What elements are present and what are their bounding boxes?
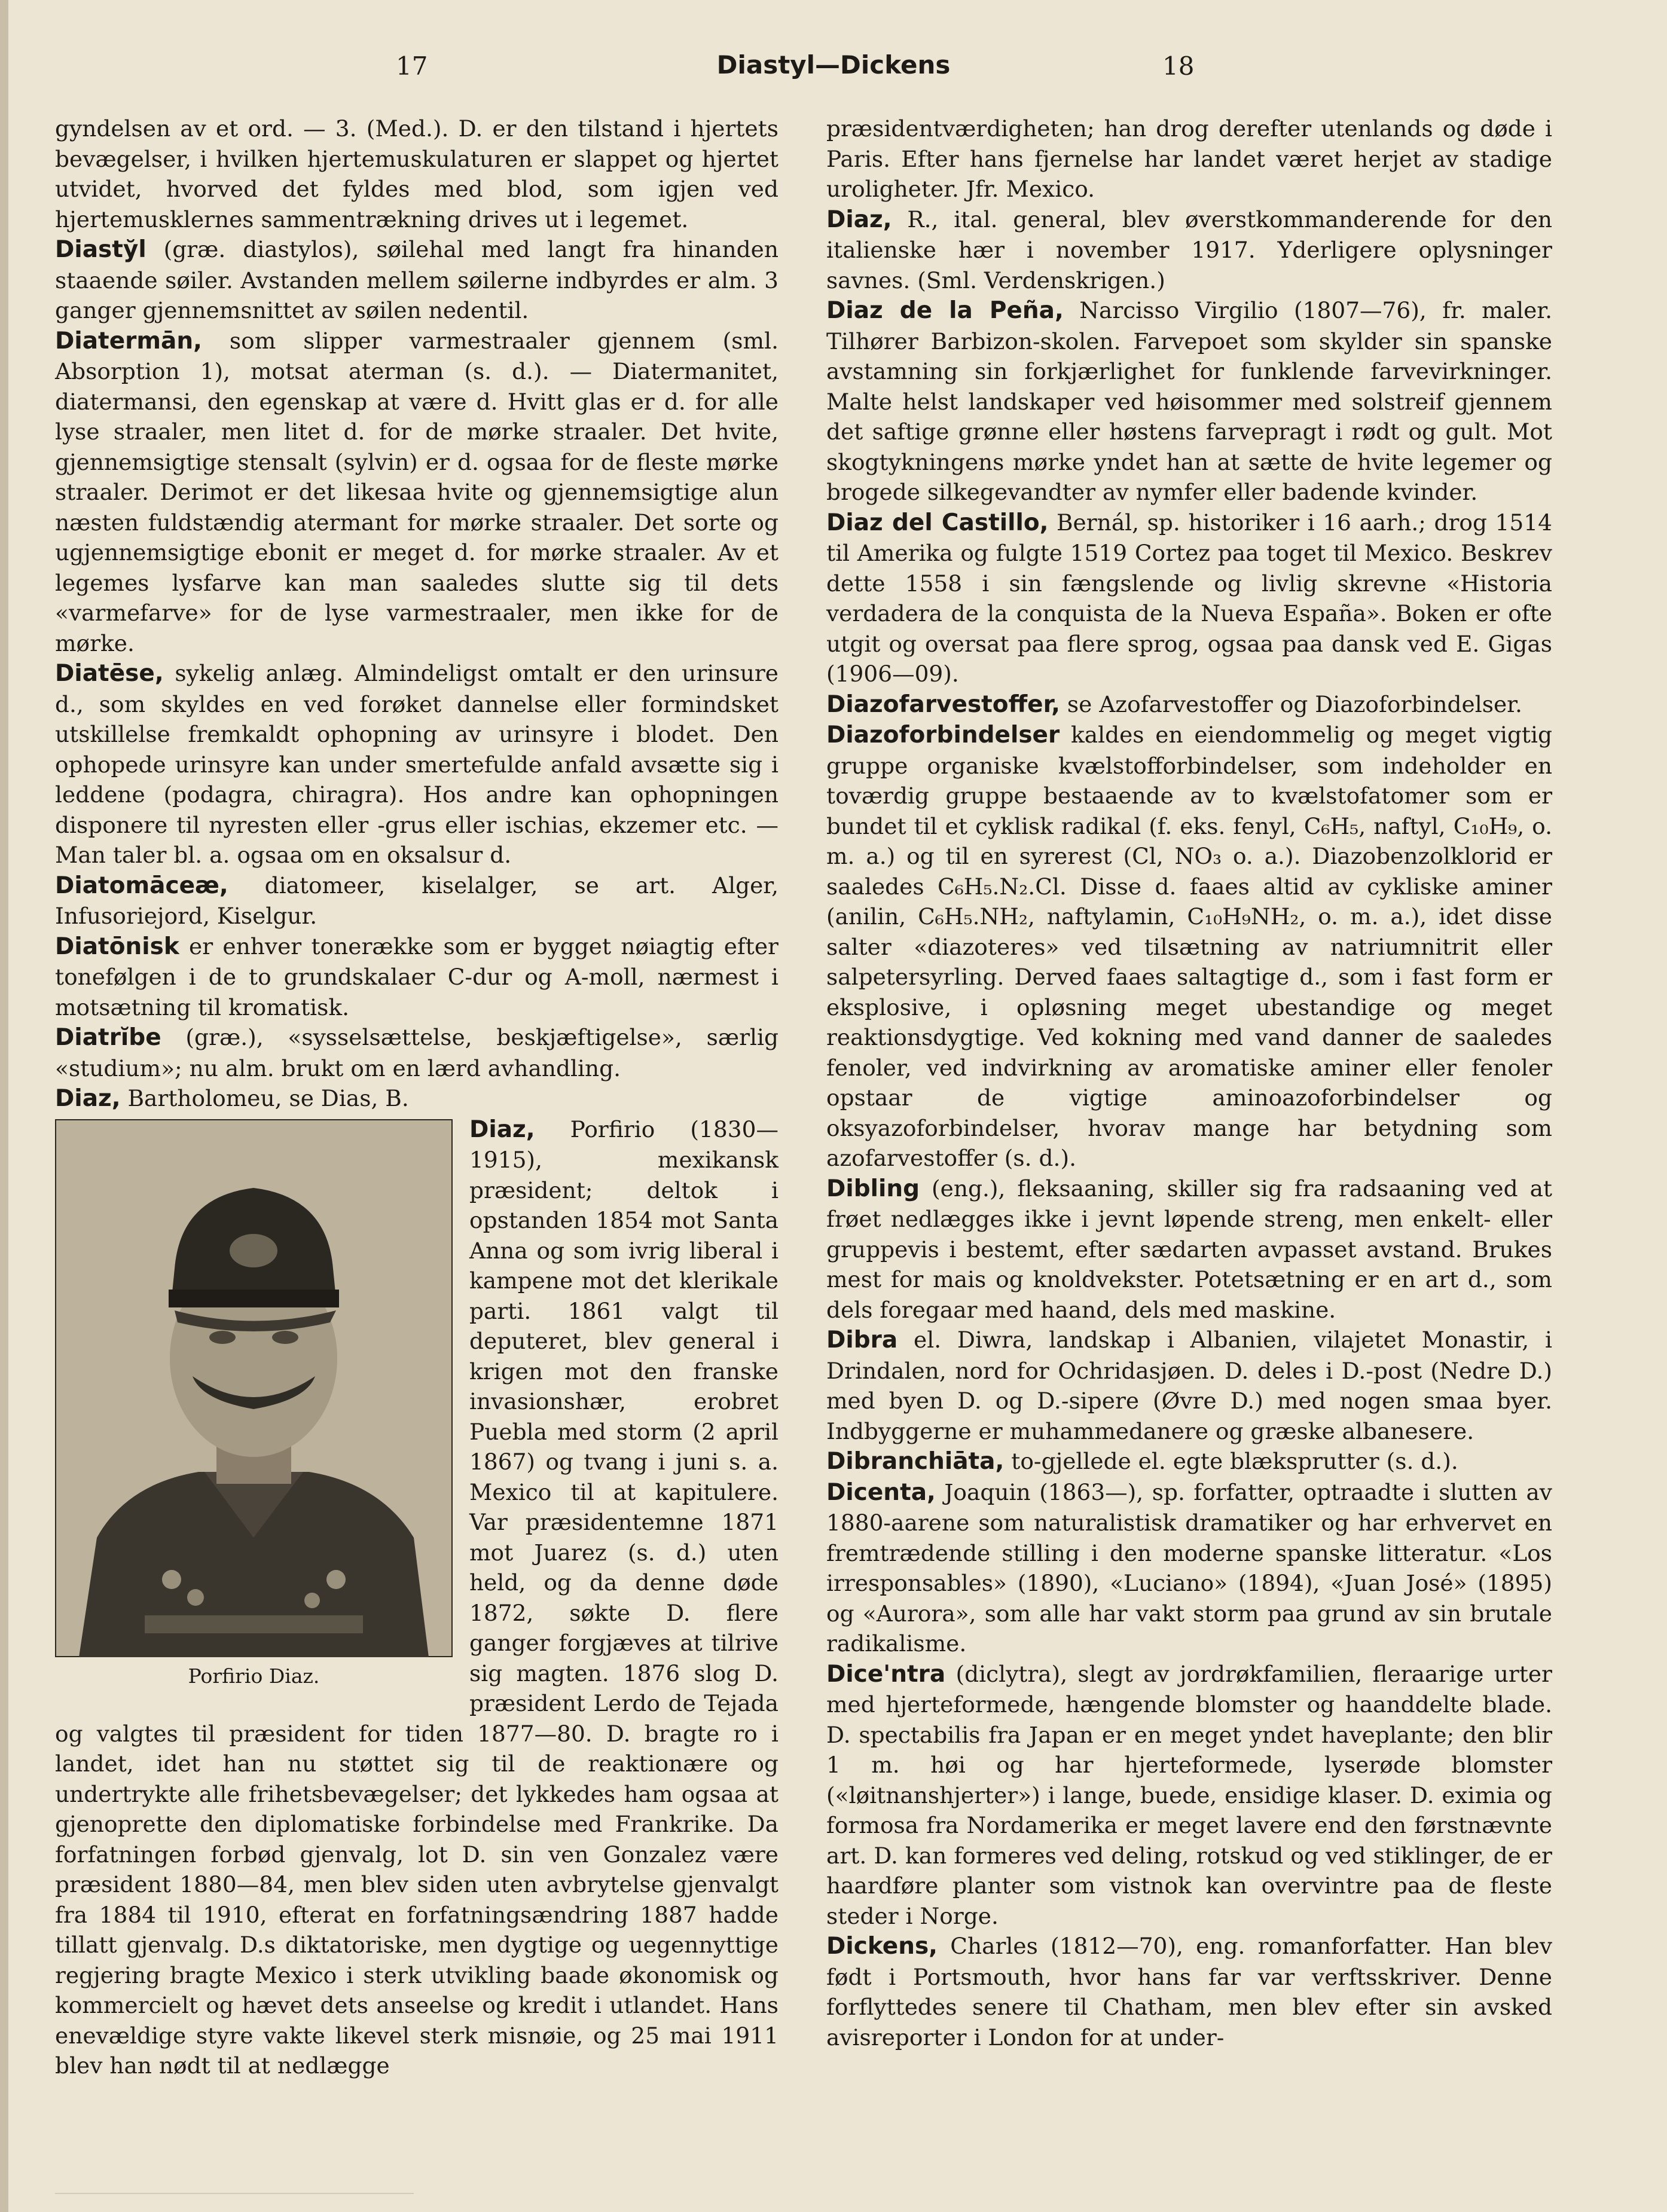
page-number-right: 18 <box>1162 51 1195 81</box>
entry-headword: Diastўl <box>55 236 146 263</box>
page-spine-edge <box>0 0 8 2212</box>
entry-headword: Diatēse, <box>55 660 164 687</box>
entry-headword: Diaz del Castillo, <box>826 509 1049 536</box>
entry-text: (diclytra), slegt av jordrøkfamilien, fleraarige urter med hjerteformede, hængende blomster og haanddelte blade. D. spectabilis fra Japan er en meget yndet haveplante; den blir 1 m. høi og har hjerteformede, lyserøde blomster («løitnanshjerter») i lange, buede, ensidige klaser. D. eximia og formosa fra Nordamerika er meget lavere end den førstnævnte art. D. kan formeres ved deling, rotskud og ved stiklinger, de er haardføre planter som vistnok kan overvintre paa de fleste steder i Norge. <box>826 1660 1552 1929</box>
running-title: Diastyl—Dickens <box>716 50 951 80</box>
entry-text: gyndelsen av et ord. — 3. (Med.). D. er den tilstand i hjertets bevægelser, i hvilken hjertemuskulaturen er slappet og hjertet utvidet, hvorved det fyldes med blod, som igjen ved hjertemusklernes sammentrækning drives ut i legemet. <box>55 115 778 233</box>
entry-text: Porfirio (1830—1915), mexikansk præsident; deltok i opstanden 1854 mot Santa Anna og som ivrig liberal i kampene mot det klerikale parti. 1861 valgt til deputeret, blev general i krigen mot den franske invasionshær, erobret Puebla med storm (2 april 1867) og tvang i juni s. a. Mexico til at kapitulere. Var præsidentemne 1871 mot Juarez (s. d.) uten held, og da denne døde 1872, søkte D. flere ganger forgjæves at tilrive sig magten. 1876 slog D. præsident Lerdo de Tejada og valgtes til præsident for tiden 1877—80. D. bragte ro i landet, idet han nu støttet sig til de reaktionære og undertrykte alle frihetsbevægelser; det lykkedes ham ogsaa at gjenoprette den diplomatiske forbindelse med Frankrike. Da forfatningen forbød gjenvalg, lot D. sin ven Gonzalez være præsident 1880—84, men blev siden uten avbrytelse gjenvalgt fra 1884 til 1910, efterat en forfatningsændring 1887 hadde tillatt gjenvalg. D.s diktatoriske, men dygtige og uegennyttige regjering bragte Mexico i sterk utvikling baade økonomisk og kommercielt og hævet dets anseelse og kredit i utlandet. Hans enevældige styre vakte likevel sterk misnøie, og 25 mai 1911 blev han nødt til at nedlægge <box>55 1116 778 2079</box>
entry-text: diatomeer, kiselalger, se art. Alger, Infusoriejord, Kiselgur. <box>55 872 778 929</box>
page-bottom-crease <box>55 2193 414 2194</box>
entry-headword: Diazoforbindelser <box>826 722 1060 748</box>
entry-dibling <box>826 1174 1552 1325</box>
entry-headword: Diaz de la Peña, <box>826 297 1064 324</box>
entry-headword: Diaz, <box>826 206 892 233</box>
entry-text: Bernál, sp. historiker i 16 aarh.; drog 1514 til Amerika og fulgte 1519 Cortez paa toget til Mexico. Beskrev dette 1558 i sin fængslende og livlig skrevne «Historia verdadera de la conquista de la Nueva España». Boken er ofte utgit og oversat paa flere sprog, ogsaa paa dansk ved E. Gigas (1906—09). <box>826 509 1552 687</box>
portrait-illustration <box>55 1119 453 1657</box>
entry-headword: Dice'ntra <box>826 1660 946 1688</box>
entry-headword: Dickens, <box>826 1933 938 1960</box>
entry-text: præsidentværdigheten; han drog derefter utenlands og døde i Paris. Efter hans fjernelse har landet været herjet av stadige uroligheter. Jfr. Mexico. <box>826 115 1552 202</box>
left-column <box>55 114 778 2081</box>
entry-diatomaceae <box>55 870 778 931</box>
entry-headword: Dibra <box>826 1327 898 1354</box>
entry-text: kaldes en eiendommelig og meget vigtig gruppe organiske kvælstofforbindelser, som indeholder en toværdig gruppe bestaaende av to kvælstofatomer som er bundet til et cyklisk radikal (f. eks. fenyl, C₆H₅, naftyl, C₁₀H₉, o. m. a.) og til en syrerest (Cl, NO₃ o. a.). Diazobenzolklorid er saaledes C₆H₅.N₂.Cl. Disse d. faaes altid av cykliske aminer (anilin, C₆H₅.NH₂, naftylamin, C₁₀H₉NH₂, o. m. a.), idet disse salter «diazoteres» ved tilsætning av natriumnitrit eller salpetersyrling. Derved faaes saltagtige d., som i fast form er eksplosive, i opløsning meget ubestandige og meget reaktionsdygtige. Ved kokning med vand danner de saaledes fenoler, ved indvirkning av aromatiske aminer eller fenoler opstaar de vigtige aminoazoforbindelser og oksyazoforbindelser, hvorav mange har betydning som azofarvestoffer (s. d.). <box>826 722 1552 1171</box>
entry-headword: Diatōnisk <box>55 933 179 960</box>
entry-dibranchiata <box>826 1446 1552 1477</box>
entry-dickens <box>826 1931 1552 2052</box>
entry-dibra <box>826 1325 1552 1446</box>
right-column <box>826 114 1552 2052</box>
entry-diaz-de-la-pena <box>826 295 1552 508</box>
entry-headword: Dibranchiāta, <box>826 1448 1005 1475</box>
entry-continuation <box>55 114 778 234</box>
entry-headword: Diaz, <box>55 1085 121 1112</box>
portrait-figure <box>55 1119 453 1689</box>
entry-text: sykelig anlæg. Almindeligst omtalt er den urinsure d., som skyldes en ved forøket dannelse eller formindsket utskillelse fremkaldt ophopning av urinsyre i blodet. Den ophopede urinsyre kan under smertefulde anfald avsætte sig i leddene (podagra, chiragra). Hos andre kan ophopningen disponere til nyresten eller -grus eller ischias, ekzemer etc. — Man taler bl. a. ogsaa om en oksalsur d. <box>55 660 778 868</box>
figure-caption: Porfirio Diaz. <box>188 1664 320 1688</box>
entry-diaz-r <box>826 204 1552 296</box>
entry-headword: Dibling <box>826 1175 920 1202</box>
entry-text: Bartholomeu, se Dias, B. <box>120 1085 409 1111</box>
entry-headword: Dicenta, <box>826 1478 936 1506</box>
entry-headword: Diaz, <box>469 1116 535 1143</box>
entry-text: Charles (1812—70), eng. romanforfatter. Han blev født i Portsmouth, hvor hans far var verftsskriver. Denne forflyttedes senere til Chatham, men blev efter sin avsked avisreporter i London for at under- <box>826 1933 1552 2051</box>
entry-diazoforbindelser <box>826 720 1552 1174</box>
entry-diatribe <box>55 1022 778 1083</box>
entry-text: R., ital. general, blev øverstkommanderende for den italienske hær i november 1917. Yderligere oplysninger savnes. (Sml. Verdenskrigen.) <box>826 206 1552 294</box>
entry-text: er enhver tonerække som er bygget nøiagtig efter tonefølgen i de to grundskalaer C-dur og A-moll, nærmest i motsætning til kromatisk. <box>55 933 778 1021</box>
entry-diaterman <box>55 326 778 659</box>
entry-text: (græ.), «sysselsættelse, beskjæftigelse», særlig «studium»; nu alm. brukt om en lærd avhandling. <box>55 1024 778 1081</box>
entry-diastyl <box>55 234 778 326</box>
page-number-left: 17 <box>396 51 428 81</box>
entry-text: se Azofarvestoffer og Diazoforbindelser. <box>1060 691 1522 717</box>
entry-diazofarvestoffer <box>826 689 1552 720</box>
page-header <box>0 48 1667 84</box>
entry-diatonisk <box>55 931 778 1023</box>
entry-diatese <box>55 658 778 870</box>
entry-headword: Diatrĭbe <box>55 1024 161 1051</box>
portrait-photo <box>55 1119 453 1657</box>
entry-text: (græ. diastylos), søilehal med langt fra hinanden staaende søiler. Avstanden mellem søilerne indbyrdes er alm. 3 ganger gjennemsnittet av søilen nedentil. <box>55 236 778 323</box>
entry-text: to-gjellede el. egte blæksprutter (s. d.). <box>1004 1448 1458 1474</box>
entry-dicenta <box>826 1477 1552 1659</box>
entry-text: el. Diwra, landskap i Albanien, vilajetet Monastir, i Drindalen, nord for Ochridasjøen. D. deles i D.-post (Nedre D.) med byen D. og D.-sipere (Øvre D.) med nogen smaa byer. Indbyggerne er muhammedanere og græske albanesere. <box>826 1327 1552 1444</box>
entry-text: som slipper varmestraaler gjennem (sml. Absorption 1), motsat aterman (s. d.). — Diatermanitet, diatermansi, den egenskap at være d. Hvitt glas er d. for alle lyse straaler, men litet d. for de mørke straaler. Det hvite, gjennemsigtige stensalt (sylvin) er d. ogsaa for de fleste mørke straaler. Derimot er det likesaa hvite og gjennemsigtige alun næsten fuldstændig atermant for mørke straaler. Det sorte og ugjennemsigtige ebonit er meget d. for mørke straaler. Av et legemes lysfarve kan man saaledes slutte sig til dets «varmefarve» for de lyse varmestraaler, men ikke for de mørke. <box>55 327 778 656</box>
entry-text: Narcisso Virgilio (1807—76), fr. maler. Tilhører Barbizon-skolen. Farvepoet som skylder sin spanske avstamning sin forkjærlighet for funklende farvevirkninger. Malte helst landskaper ved høisommer med solstreif gjennem det saftige grønne eller høstens farvepragt i rødt og gult. Mot skogtykningens mørke yndet han at sætte de hvite legemer og brogede silkegevandter av nymfer eller badende kvinder. <box>826 297 1552 505</box>
entry-headword: Diatermān, <box>55 327 202 355</box>
entry-headword: Diatomāceæ, <box>55 872 228 899</box>
entry-dicentra <box>826 1659 1552 1932</box>
entry-continuation <box>826 114 1552 204</box>
entry-text: (eng.), fleksaaning, skiller sig fra radsaaning ved at frøet nedlægges ikke i jevnt løpende streng, men enkelt- eller gruppevis i bestemt, efter sædarten avpasset avstand. Brukes mest for mais og knoldvekster. Potetsætning er en art d., som dels foregaar med haand, dels med maskine. <box>826 1175 1552 1323</box>
entry-diaz-del-castillo <box>826 508 1552 689</box>
entry-text: Joaquin (1863—), sp. forfatter, optraadte i slutten av 1880-aarene som naturalistisk dramatiker og har erhvervet en fremtrædende stilling i den moderne spanske litteratur. «Los irresponsables» (1890), «Luciano» (1894), «Juan José» (1895) og «Aurora», som alle har vakt storm paa grund av sin brutale radikalisme. <box>826 1478 1552 1657</box>
entry-headword: Diazofarvestoffer, <box>826 691 1060 718</box>
entry-diaz-bartholomeu <box>55 1083 778 1114</box>
